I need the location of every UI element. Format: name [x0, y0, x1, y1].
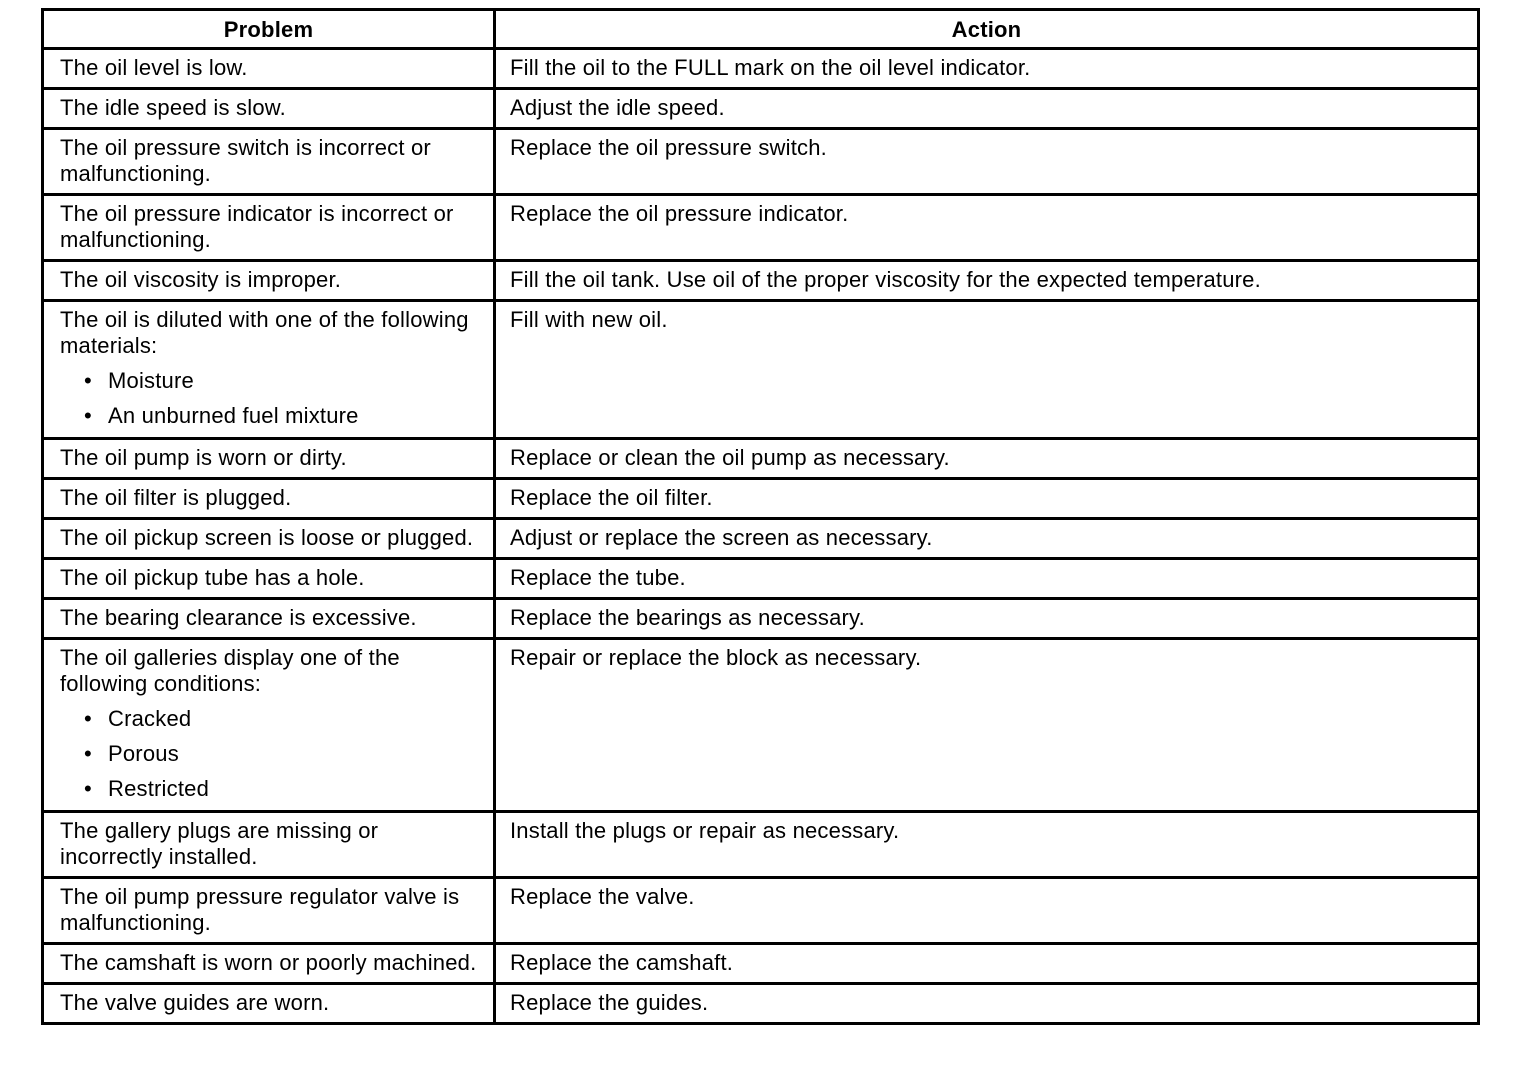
problem-text: The gallery plugs are missing or incorrectly installed. [60, 818, 379, 869]
table-row [43, 439, 1479, 479]
troubleshooting-table-container [41, 8, 1477, 1025]
action-cell: Fill with new oil. [495, 301, 1479, 439]
action-cell: Adjust or replace the screen as necessary. [495, 519, 1479, 559]
table-row [43, 878, 1479, 944]
problem-text: The valve guides are worn. [60, 990, 330, 1015]
problem-text: The oil pickup screen is loose or plugged. [60, 525, 474, 550]
action-cell: Replace the valve. [495, 878, 1479, 944]
table-row [43, 519, 1479, 559]
problem-text: The oil pump pressure regulator valve is malfunctioning. [60, 884, 460, 935]
table-row [43, 261, 1479, 301]
problem-text: The idle speed is slow. [60, 95, 286, 120]
problem-bullet-item: • Cracked [60, 706, 485, 732]
problem-text: The oil filter is plugged. [60, 485, 292, 510]
problem-bullet-item: • Moisture [60, 368, 485, 394]
problem-cell [43, 129, 495, 195]
action-cell: Install the plugs or repair as necessary. [495, 812, 1479, 878]
action-cell: Fill the oil tank. Use oil of the proper viscosity for the expected temperature. [495, 261, 1479, 301]
problem-text: The camshaft is worn or poorly machined. [60, 950, 477, 975]
problem-text: The oil galleries display one of the following conditions: [60, 645, 400, 696]
problem-cell [43, 89, 495, 129]
table-row [43, 89, 1479, 129]
problem-text: The oil viscosity is improper. [60, 267, 342, 292]
problem-bullet-list [60, 368, 485, 429]
problem-cell [43, 479, 495, 519]
problem-cell [43, 439, 495, 479]
problem-bullet-item: • An unburned fuel mixture [60, 403, 485, 429]
action-cell: Replace the oil pressure indicator. [495, 195, 1479, 261]
table-body [43, 49, 1479, 1024]
problem-cell [43, 878, 495, 944]
problem-cell [43, 519, 495, 559]
action-cell: Replace the bearings as necessary. [495, 599, 1479, 639]
table-row [43, 599, 1479, 639]
troubleshooting-table [41, 8, 1480, 1025]
action-cell: Repair or replace the block as necessary. [495, 639, 1479, 812]
action-cell: Replace the tube. [495, 559, 1479, 599]
problem-text: The oil pressure indicator is incorrect or malfunctioning. [60, 201, 454, 252]
table-row [43, 639, 1479, 812]
problem-cell [43, 812, 495, 878]
table-row [43, 944, 1479, 984]
action-cell: Replace the guides. [495, 984, 1479, 1024]
action-column-header: Action [495, 10, 1479, 49]
problem-text: The oil pickup tube has a hole. [60, 565, 365, 590]
table-row [43, 812, 1479, 878]
action-cell: Replace the camshaft. [495, 944, 1479, 984]
problem-cell [43, 944, 495, 984]
table-row [43, 49, 1479, 89]
table-row [43, 195, 1479, 261]
problem-cell [43, 559, 495, 599]
problem-text: The oil level is low. [60, 55, 248, 80]
table-row [43, 129, 1479, 195]
action-cell: Replace or clean the oil pump as necessary. [495, 439, 1479, 479]
problem-text: The bearing clearance is excessive. [60, 605, 417, 630]
problem-cell [43, 599, 495, 639]
problem-column-header: Problem [43, 10, 495, 49]
problem-bullet-item: • Porous [60, 741, 485, 767]
action-cell: Fill the oil to the FULL mark on the oil level indicator. [495, 49, 1479, 89]
table-row [43, 301, 1479, 439]
problem-cell [43, 195, 495, 261]
problem-text: The oil is diluted with one of the following materials: [60, 307, 469, 358]
problem-bullet-list [60, 706, 485, 802]
table-header-row [43, 10, 1479, 49]
problem-text: The oil pressure switch is incorrect or malfunctioning. [60, 135, 431, 186]
table-row [43, 984, 1479, 1024]
problem-bullet-item: • Restricted [60, 776, 485, 802]
table-row [43, 479, 1479, 519]
problem-cell [43, 49, 495, 89]
action-cell: Adjust the idle speed. [495, 89, 1479, 129]
problem-cell [43, 301, 495, 439]
action-cell: Replace the oil filter. [495, 479, 1479, 519]
problem-text: The oil pump is worn or dirty. [60, 445, 347, 470]
problem-cell [43, 261, 495, 301]
problem-cell [43, 984, 495, 1024]
action-cell: Replace the oil pressure switch. [495, 129, 1479, 195]
table-row [43, 559, 1479, 599]
problem-cell [43, 639, 495, 812]
